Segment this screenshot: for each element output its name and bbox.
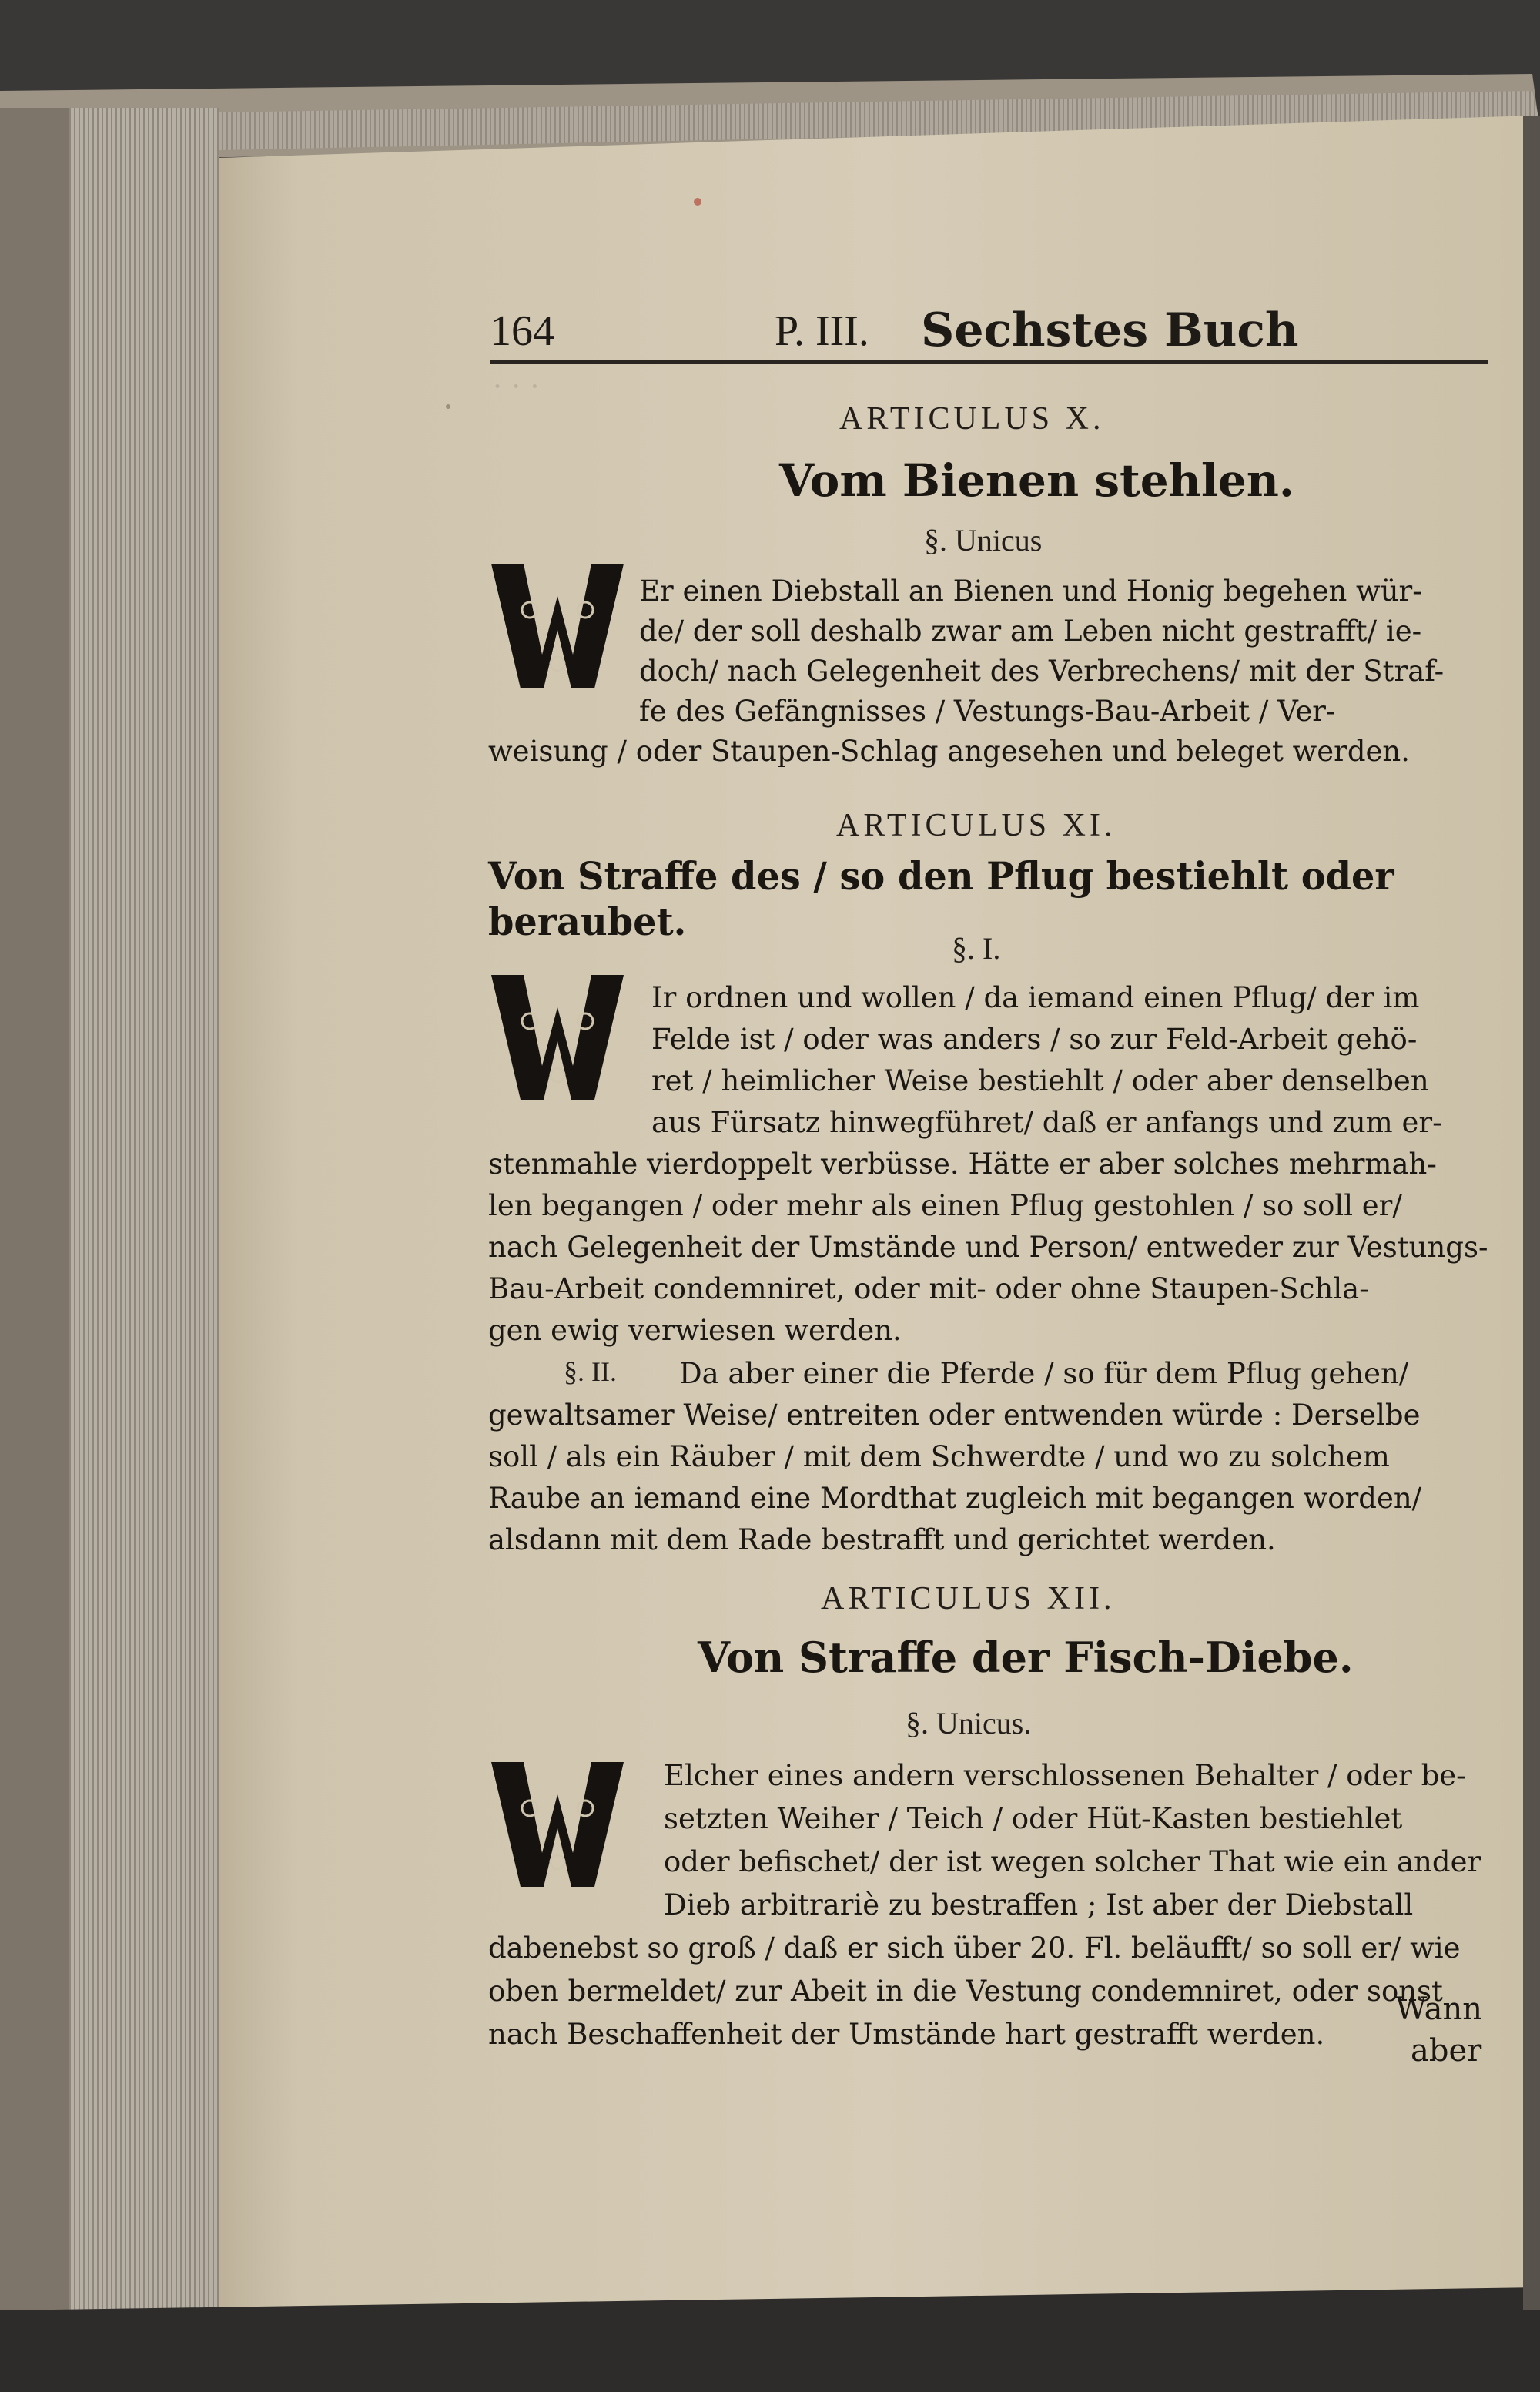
- text-line: Dieb arbitrariè zu bestraffen ; Ist aber der Diebstall: [664, 1888, 1414, 1921]
- text-line: oben bermeldet/ zur Abeit in die Vestung condemniret, oder sonst: [488, 1975, 1443, 2008]
- text-line: Felde ist / oder was anders / so zur Feld-Arbeit gehö-: [651, 1023, 1418, 1056]
- article-title: ARTICULUS XII.: [821, 1581, 1116, 1616]
- article-heading: Vom Bienen stehlen.: [779, 454, 1295, 507]
- ornamental-w-icon: [485, 1754, 630, 1895]
- text-line: soll / als ein Räuber / mit dem Schwerdte / und wo zu solchem: [488, 1440, 1390, 1473]
- bleed-through-text: · · ·: [493, 370, 540, 404]
- dropcap-initial: [485, 556, 630, 696]
- page-number: 164: [490, 307, 554, 355]
- text-line: stenmahle vierdoppelt verbüsse. Hätte er aber solches mehrmah-: [488, 1147, 1437, 1181]
- ornamental-w-icon: [485, 556, 630, 696]
- catchword: Wann: [1395, 1992, 1483, 2027]
- text-line: len begangen / oder mehr als einen Pflug gestohlen / so soll er/: [488, 1189, 1402, 1222]
- text-line: fe des Gefängnisses / Vestungs-Bau-Arbeit / Ver-: [639, 695, 1336, 728]
- text-line: setzten Weiher / Teich / oder Hüt-Kasten bestiehlet: [664, 1802, 1403, 1835]
- catchword: aber: [1411, 2033, 1482, 2069]
- header-rule: [490, 360, 1488, 364]
- text-line: Da aber einer die Pferde / so für dem Pflug gehen/: [679, 1357, 1409, 1390]
- text-line: doch/ nach Gelegenheit des Verbrechens/ mit der Straf-: [639, 655, 1445, 688]
- dropcap-initial: [485, 967, 630, 1107]
- text-line: de/ der soll deshalb zwar am Leben nicht gestrafft/ ie-: [639, 615, 1422, 648]
- section-mark: §. II.: [564, 1356, 617, 1387]
- section-mark: §. Unicus.: [906, 1706, 1032, 1740]
- text-line: nach Beschaffenheit der Umstände hart gestrafft werden.: [488, 2018, 1325, 2051]
- text-line: weisung / oder Staupen-Schlag angesehen und beleget werden.: [488, 735, 1411, 768]
- text-line: gewaltsamer Weise/ entreiten oder entwenden würde : Derselbe: [488, 1399, 1421, 1432]
- section-mark: §. Unicus: [924, 523, 1043, 558]
- section-mark: §. I.: [952, 931, 1001, 966]
- part-label: P. III.: [775, 307, 869, 355]
- text-line: Elcher eines andern verschlossenen Behalter / oder be-: [664, 1759, 1466, 1792]
- text-line: Ir ordnen und wollen / da iemand einen Pflug/ der im: [651, 981, 1420, 1014]
- article-title: ARTICULUS X.: [839, 401, 1105, 437]
- article-title: ARTICULUS XI.: [836, 808, 1116, 843]
- text-line: alsdann mit dem Rade bestrafft und gerichtet werden.: [488, 1523, 1276, 1556]
- text-line: Er einen Diebstall an Bienen und Honig begehen wür-: [639, 575, 1422, 608]
- dropcap-initial: [485, 1754, 630, 1895]
- text-line: oder befischet/ der ist wegen solcher That wie ein ander: [664, 1845, 1481, 1878]
- ornamental-w-icon: [485, 967, 630, 1107]
- book-title: Sechstes Buch: [921, 303, 1299, 357]
- article-heading: Von Straffe der Fisch-Diebe.: [698, 1633, 1354, 1682]
- text-line: ret / heimlicher Weise bestiehlt / oder aber denselben: [651, 1064, 1429, 1097]
- text-line: nach Gelegenheit der Umstände und Person/ entweder zur Vestungs-: [488, 1231, 1488, 1264]
- text-line: Bau-Arbeit condemniret, oder mit- oder ohne Staupen-Schla-: [488, 1272, 1369, 1305]
- text-line: aus Fürsatz hinwegführet/ daß er anfangs und zum er-: [651, 1106, 1442, 1139]
- article-heading: Von Straffe des / so den Pflug bestiehlt oder beraubet.: [488, 853, 1394, 944]
- text-line: dabenebst so groß / daß er sich über 20. Fl. beläufft/ so soll er/ wie: [488, 1931, 1461, 1965]
- text-line: gen ewig verwiesen werden.: [488, 1314, 902, 1347]
- text-line: Raube an iemand eine Mordthat zugleich mit begangen worden/: [488, 1482, 1422, 1515]
